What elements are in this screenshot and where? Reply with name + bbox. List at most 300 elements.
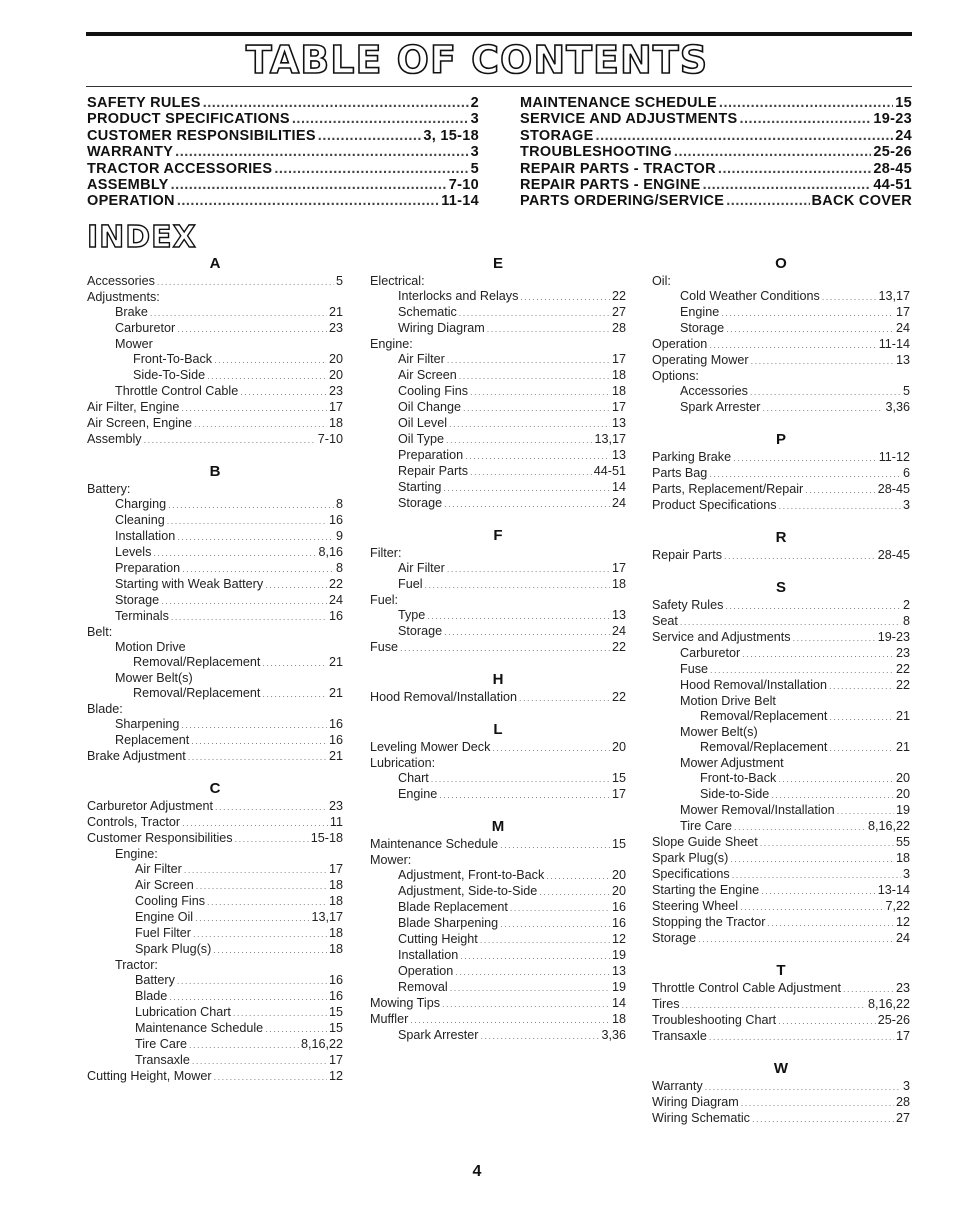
dot-leader bbox=[698, 932, 894, 947]
entry-page: 21 bbox=[328, 749, 343, 763]
entry-label: Engine Oil bbox=[135, 910, 194, 924]
entry-label: Carburetor bbox=[115, 321, 176, 335]
entry-label: Hood Removal/Installation bbox=[680, 678, 828, 692]
entry-label: Installation bbox=[398, 948, 459, 962]
entry-label: Storage bbox=[398, 624, 443, 638]
entry-row bbox=[87, 111, 479, 127]
dot-leader bbox=[822, 290, 877, 305]
entry-row bbox=[370, 321, 626, 337]
entry-label: Service and Adjustments bbox=[652, 630, 791, 644]
entry-row bbox=[370, 884, 626, 900]
dot-leader bbox=[767, 916, 894, 931]
dot-leader bbox=[444, 497, 610, 512]
dot-leader bbox=[705, 1080, 901, 1095]
entry-page: 17 bbox=[611, 400, 626, 414]
dot-leader bbox=[410, 1013, 610, 1028]
section-letter: O bbox=[775, 255, 787, 272]
section-letter: A bbox=[209, 255, 221, 272]
entry-page: 20 bbox=[895, 787, 910, 801]
dot-leader bbox=[459, 306, 610, 321]
entry-label: Repair Parts bbox=[652, 548, 722, 562]
entry-page: 21 bbox=[328, 655, 343, 669]
dot-leader bbox=[177, 530, 334, 545]
entry-page: 19 bbox=[611, 980, 626, 994]
entry-label: Mowing Tips bbox=[370, 996, 440, 1010]
entry-page: 21 bbox=[328, 686, 343, 700]
entry-page: 15 bbox=[895, 95, 912, 111]
entry-page: 28-45 bbox=[877, 548, 910, 562]
dot-leader bbox=[177, 193, 439, 209]
section-letter: F bbox=[493, 527, 503, 544]
entry-label: SAFETY RULES bbox=[87, 95, 201, 111]
dot-leader bbox=[710, 663, 894, 678]
entry-row bbox=[370, 868, 626, 884]
entry-label: SERVICE AND ADJUSTMENTS bbox=[520, 111, 738, 128]
entry-page: 17 bbox=[611, 787, 626, 801]
entry-row bbox=[370, 289, 626, 305]
entry-row bbox=[87, 305, 343, 321]
entry-row bbox=[370, 837, 626, 853]
dot-leader bbox=[192, 1054, 327, 1069]
entry-row bbox=[370, 787, 626, 803]
entry-label: Mower Adjustment bbox=[680, 756, 784, 770]
entry-label: Engine bbox=[680, 305, 720, 319]
entry-page: 19 bbox=[611, 948, 626, 962]
entry-label: Battery bbox=[135, 973, 175, 987]
dot-leader bbox=[443, 481, 610, 496]
entry-label: Chart bbox=[398, 771, 429, 785]
entry-page: 13-14 bbox=[877, 883, 910, 897]
dot-leader bbox=[439, 788, 610, 803]
entry-page: 16 bbox=[611, 900, 626, 914]
entry-label: Adjustment, Front-to-Back bbox=[398, 868, 545, 882]
entry-label: Blade bbox=[135, 989, 168, 1003]
entry-page: 23 bbox=[895, 981, 910, 995]
entry-label: Cold Weather Conditions bbox=[680, 289, 820, 303]
dot-leader bbox=[709, 1030, 894, 1045]
entry-row bbox=[87, 400, 343, 416]
entry-page: 18 bbox=[611, 368, 626, 382]
entry-row bbox=[87, 671, 343, 686]
entry-row bbox=[87, 177, 479, 193]
entry-page: 24 bbox=[895, 321, 910, 335]
dot-leader bbox=[805, 483, 876, 498]
dot-leader bbox=[182, 816, 328, 831]
entry-row bbox=[370, 337, 626, 352]
entry-page: 5 bbox=[335, 274, 343, 288]
entry-row bbox=[87, 1053, 343, 1069]
entry-label: REPAIR PARTS - TRACTOR bbox=[520, 160, 716, 177]
entry-row bbox=[652, 548, 910, 564]
dot-leader bbox=[779, 499, 901, 514]
entry-page: 11-12 bbox=[878, 450, 910, 464]
dot-leader bbox=[167, 514, 327, 529]
dot-leader bbox=[233, 1006, 327, 1021]
entry-page: 18 bbox=[328, 878, 343, 892]
entry-page: 20 bbox=[611, 884, 626, 898]
entry-page: 13 bbox=[895, 353, 910, 367]
entry-row bbox=[652, 274, 910, 289]
entry-page: 16 bbox=[328, 973, 343, 987]
entry-page: 13,17 bbox=[594, 432, 626, 446]
entry-label: Mower Belt(s) bbox=[680, 725, 758, 739]
entry-page: 13,17 bbox=[878, 289, 910, 303]
dot-leader bbox=[480, 933, 610, 948]
entry-row bbox=[370, 496, 626, 512]
entry-row bbox=[87, 609, 343, 625]
entry-page: 12 bbox=[895, 915, 910, 929]
entry-row bbox=[370, 561, 626, 577]
entry-page: 23 bbox=[895, 646, 910, 660]
dot-leader bbox=[487, 322, 610, 337]
entry-label: Parts, Replacement/Repair bbox=[652, 482, 804, 496]
entry-row bbox=[370, 368, 626, 384]
entry-label: Tire Care bbox=[680, 819, 733, 833]
dot-leader bbox=[196, 879, 327, 894]
dot-leader bbox=[750, 385, 901, 400]
index-column-1 bbox=[87, 254, 343, 1085]
entry-row bbox=[652, 694, 910, 709]
entry-label: Fuel Filter bbox=[135, 926, 191, 940]
entry-row bbox=[652, 289, 910, 305]
entry-row bbox=[370, 980, 626, 996]
entry-label: Muffler bbox=[370, 1012, 409, 1026]
entry-label: Mower Belt(s) bbox=[115, 671, 193, 685]
entry-label: Cleaning bbox=[115, 513, 165, 527]
entry-row bbox=[87, 577, 343, 593]
entry-page: 15-18 bbox=[310, 831, 343, 845]
entry-row bbox=[652, 725, 910, 740]
entry-page: 20 bbox=[611, 868, 626, 882]
entry-page: 24 bbox=[328, 593, 343, 607]
dot-leader bbox=[161, 594, 327, 609]
entry-label: Installation bbox=[115, 529, 176, 543]
dot-leader bbox=[709, 467, 901, 482]
entry-label: Adjustment, Side-to-Side bbox=[398, 884, 538, 898]
dot-leader bbox=[442, 997, 610, 1012]
entry-row bbox=[652, 630, 910, 646]
entry-label: Mower: bbox=[370, 853, 412, 867]
entry-page: 3 bbox=[902, 498, 910, 512]
dot-leader bbox=[214, 353, 327, 368]
entry-label: Terminals bbox=[115, 609, 169, 623]
dot-leader bbox=[726, 322, 894, 337]
entry-label: Oil Type bbox=[398, 432, 444, 446]
dot-leader bbox=[481, 1029, 600, 1044]
entry-row bbox=[652, 915, 910, 931]
entry-label: Air Filter bbox=[398, 561, 445, 575]
entry-label: REPAIR PARTS - ENGINE bbox=[520, 177, 701, 194]
section-gap bbox=[370, 803, 626, 817]
dot-leader bbox=[274, 161, 468, 177]
dot-leader bbox=[444, 625, 610, 640]
dot-leader bbox=[760, 836, 894, 851]
entry-page: 27 bbox=[895, 1111, 910, 1125]
section-letter: S bbox=[775, 579, 786, 596]
entry-page: 21 bbox=[895, 740, 910, 754]
entry-row bbox=[370, 916, 626, 932]
toc-title: TABLE OF CONTENTS bbox=[245, 38, 709, 82]
entry-page: 21 bbox=[895, 709, 910, 723]
entry-label: Electrical: bbox=[370, 274, 425, 288]
dot-leader bbox=[724, 549, 876, 564]
entry-page: 7-10 bbox=[317, 432, 343, 446]
entry-row bbox=[652, 740, 910, 756]
dot-leader bbox=[188, 750, 327, 765]
dot-leader bbox=[829, 741, 894, 756]
entry-row bbox=[87, 973, 343, 989]
entry-label: Assembly bbox=[87, 432, 142, 446]
entry-label: Lubrication Chart bbox=[135, 1005, 231, 1019]
entry-page: 44-51 bbox=[593, 464, 626, 478]
entry-row bbox=[652, 1111, 910, 1127]
entry-label: Troubleshooting Chart bbox=[652, 1013, 777, 1027]
entry-row bbox=[87, 337, 343, 352]
entry-row bbox=[520, 193, 912, 209]
entry-row bbox=[87, 942, 343, 958]
entry-label: Throttle Control Cable bbox=[115, 384, 239, 398]
entry-page: 7,22 bbox=[885, 899, 910, 913]
entry-row bbox=[652, 709, 910, 725]
entry-label: Schematic bbox=[398, 305, 457, 319]
dot-leader bbox=[470, 385, 610, 400]
dot-leader bbox=[214, 1070, 327, 1085]
index-column-2 bbox=[370, 254, 626, 1044]
entry-label: Safety Rules bbox=[652, 598, 724, 612]
dot-leader bbox=[175, 144, 468, 160]
entry-row bbox=[652, 482, 910, 498]
dot-leader bbox=[191, 734, 327, 749]
entry-row bbox=[370, 352, 626, 368]
dot-leader bbox=[203, 95, 469, 111]
entry-label: Filter: bbox=[370, 546, 402, 560]
entry-page: 6 bbox=[902, 466, 910, 480]
section-letter: T bbox=[776, 962, 786, 979]
title-rule bbox=[86, 86, 912, 87]
entry-row bbox=[370, 771, 626, 787]
dot-leader bbox=[447, 562, 610, 577]
entry-page: 7-10 bbox=[448, 177, 479, 194]
entry-row bbox=[652, 931, 910, 947]
section-gap bbox=[652, 514, 910, 528]
entry-label: Tire Care bbox=[135, 1037, 188, 1051]
dot-leader bbox=[751, 354, 894, 369]
entry-row bbox=[652, 598, 910, 614]
entry-page: 13,17 bbox=[311, 910, 343, 924]
entry-row bbox=[652, 498, 910, 514]
entry-row bbox=[652, 835, 910, 851]
entry-page: 8 bbox=[335, 561, 343, 575]
entry-row bbox=[370, 1012, 626, 1028]
dot-leader bbox=[194, 417, 327, 432]
entry-label: Storage bbox=[115, 593, 160, 607]
entry-row bbox=[652, 678, 910, 694]
entry-row bbox=[87, 1037, 343, 1053]
entry-label: Maintenance Schedule bbox=[370, 837, 499, 851]
entry-label: Parking Brake bbox=[652, 450, 732, 464]
dot-leader bbox=[460, 949, 610, 964]
dot-leader bbox=[262, 687, 327, 702]
dot-leader bbox=[719, 95, 893, 111]
entry-label: Starting the Engine bbox=[652, 883, 760, 897]
entry-row bbox=[87, 878, 343, 894]
dot-leader bbox=[215, 800, 327, 815]
entry-row bbox=[370, 577, 626, 593]
dot-leader bbox=[207, 895, 327, 910]
entry-row bbox=[652, 305, 910, 321]
entry-label: Storage bbox=[652, 931, 697, 945]
entry-page: 22 bbox=[895, 678, 910, 692]
entry-row bbox=[87, 640, 343, 655]
entry-page: 18 bbox=[611, 1012, 626, 1026]
entry-label: Air Filter bbox=[135, 862, 182, 876]
entry-row bbox=[370, 900, 626, 916]
section-gap bbox=[370, 706, 626, 720]
dot-leader bbox=[500, 917, 610, 932]
entry-label: Hood Removal/Installation bbox=[370, 690, 518, 704]
entry-label: Product Specifications bbox=[652, 498, 777, 512]
entry-row bbox=[652, 1079, 910, 1095]
dot-leader bbox=[195, 911, 309, 926]
entry-row bbox=[370, 593, 626, 608]
entry-row bbox=[87, 1069, 343, 1085]
entry-row bbox=[370, 932, 626, 948]
entry-label: Side-to-Side bbox=[700, 787, 770, 801]
dot-leader bbox=[674, 144, 871, 160]
entry-page: 12 bbox=[328, 1069, 343, 1083]
entry-page: 13 bbox=[611, 964, 626, 978]
entry-page: 13 bbox=[611, 448, 626, 462]
dot-leader bbox=[177, 974, 327, 989]
entry-label: Spark Plug(s) bbox=[135, 942, 212, 956]
entry-row bbox=[652, 756, 910, 771]
entry-page: 28-45 bbox=[877, 482, 910, 496]
entry-row bbox=[87, 193, 479, 209]
entry-label: Specifications bbox=[652, 867, 730, 881]
entry-label: Cutting Height, Mower bbox=[87, 1069, 212, 1083]
dot-leader bbox=[431, 772, 610, 787]
entry-row bbox=[652, 899, 910, 915]
toc-right-column bbox=[520, 95, 912, 210]
dot-leader bbox=[181, 401, 327, 416]
entry-row bbox=[520, 95, 912, 111]
entry-label: Controls, Tractor bbox=[87, 815, 181, 829]
entry-page: 15 bbox=[611, 837, 626, 851]
entry-row bbox=[652, 450, 910, 466]
entry-label: Spark Arrester bbox=[398, 1028, 479, 1042]
entry-label: Air Screen bbox=[398, 368, 457, 382]
entry-page: 22 bbox=[611, 289, 626, 303]
entry-row bbox=[370, 400, 626, 416]
entry-row bbox=[652, 400, 910, 416]
entry-label: Motion Drive Belt bbox=[680, 694, 776, 708]
dot-leader bbox=[761, 884, 876, 899]
entry-label: Operation bbox=[652, 337, 708, 351]
entry-page: 18 bbox=[611, 384, 626, 398]
entry-label: Air Screen, Engine bbox=[87, 416, 193, 430]
entry-page: 12 bbox=[611, 932, 626, 946]
entry-row bbox=[370, 416, 626, 432]
entry-label: Oil: bbox=[652, 274, 671, 288]
entry-label: Removal/Replacement bbox=[133, 686, 261, 700]
entry-row bbox=[87, 749, 343, 765]
entry-row bbox=[87, 482, 343, 497]
entry-label: Fuse bbox=[680, 662, 708, 676]
entry-page: 14 bbox=[611, 996, 626, 1010]
section-letter: M bbox=[491, 818, 505, 835]
entry-page: 24 bbox=[895, 127, 912, 144]
entry-label: Preparation bbox=[398, 448, 464, 462]
entry-label: Replacement bbox=[115, 733, 190, 747]
entry-page: 25-26 bbox=[873, 144, 912, 161]
entry-row bbox=[87, 144, 479, 160]
entry-label: Blade: bbox=[87, 702, 123, 716]
dot-leader bbox=[771, 788, 894, 803]
entry-label: Storage bbox=[680, 321, 725, 335]
entry-row bbox=[652, 321, 910, 337]
entry-row bbox=[652, 819, 910, 835]
entry-page: 13 bbox=[611, 416, 626, 430]
entry-page: 3,36 bbox=[885, 400, 910, 414]
entry-row bbox=[87, 529, 343, 545]
entry-label: Leveling Mower Deck bbox=[370, 740, 491, 754]
entry-row bbox=[370, 996, 626, 1012]
entry-row bbox=[87, 321, 343, 337]
entry-label: Air Filter bbox=[398, 352, 445, 366]
entry-row bbox=[87, 989, 343, 1005]
entry-row bbox=[87, 847, 343, 862]
entry-label: Transaxle bbox=[135, 1053, 190, 1067]
dot-leader bbox=[144, 433, 316, 448]
entry-row bbox=[87, 368, 343, 384]
dot-leader bbox=[193, 927, 327, 942]
entry-row bbox=[87, 655, 343, 671]
entry-row bbox=[87, 862, 343, 878]
dot-leader bbox=[171, 177, 447, 193]
entry-row bbox=[520, 111, 912, 127]
section-gap bbox=[87, 765, 343, 779]
dot-leader bbox=[292, 111, 469, 127]
entry-page: 15 bbox=[611, 771, 626, 785]
entry-row bbox=[87, 815, 343, 831]
entry-label: Seat bbox=[652, 614, 678, 628]
entry-row bbox=[87, 733, 343, 749]
index-column-3 bbox=[652, 254, 910, 1127]
section-letter: R bbox=[775, 529, 787, 546]
entry-page: 23 bbox=[328, 384, 343, 398]
entry-label: Side-To-Side bbox=[133, 368, 206, 382]
dot-leader bbox=[425, 578, 610, 593]
entry-label: Removal/Replacement bbox=[700, 740, 828, 754]
entry-page: 20 bbox=[328, 352, 343, 366]
entry-row bbox=[652, 384, 910, 400]
entry-page: 20 bbox=[611, 740, 626, 754]
dot-leader bbox=[739, 111, 871, 127]
entry-page: 18 bbox=[895, 851, 910, 865]
entry-page: 3,36 bbox=[601, 1028, 626, 1042]
entry-label: MAINTENANCE SCHEDULE bbox=[520, 95, 717, 111]
entry-row bbox=[652, 337, 910, 353]
entry-page: 3 bbox=[902, 1079, 910, 1093]
entry-page: 15 bbox=[328, 1021, 343, 1035]
dot-leader bbox=[240, 385, 327, 400]
dot-leader bbox=[546, 869, 610, 884]
dot-leader bbox=[400, 641, 610, 656]
entry-page: 16 bbox=[328, 609, 343, 623]
dot-leader bbox=[189, 1038, 299, 1053]
entry-label: Brake bbox=[115, 305, 148, 319]
dot-leader bbox=[730, 852, 894, 867]
